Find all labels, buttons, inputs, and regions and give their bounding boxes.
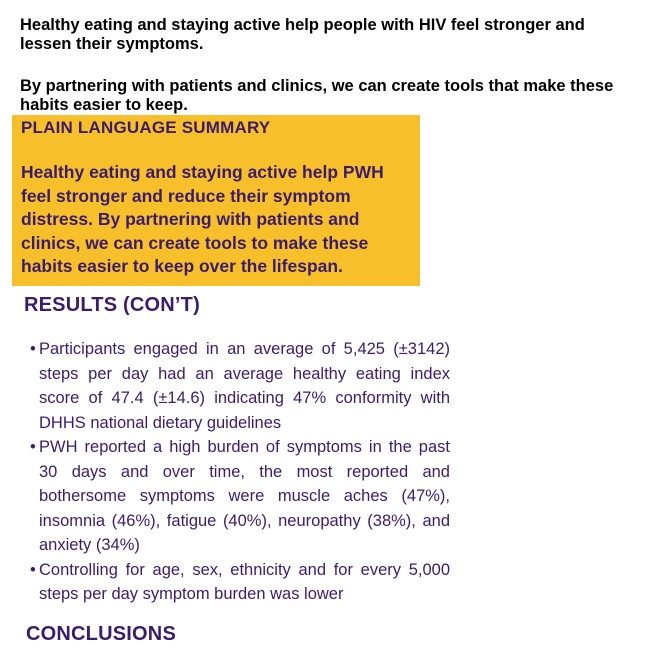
bullet-text: PWH reported a high burden of symptoms in the past 30 days and over time, the most reported and bothersome symptoms were muscle aches (47%), insomnia (46%), fatigue (40%), neuropathy (38%), and anxiety (34%) (39, 438, 450, 554)
bullet-text: Controlling for age, sex, ethnicity and for every 5,000 steps per day symptom burden was lower (39, 560, 450, 603)
bullet-icon: • (30, 438, 36, 456)
results-bullet-item (30, 337, 450, 435)
summary-title: PLAIN LANGUAGE SUMMARY (21, 118, 271, 137)
intro-statement-1: Healthy eating and staying active help people with HIV feel stronger and lessen their symptoms. (20, 16, 585, 53)
summary-body: Healthy eating and staying active help PWH feel stronger and reduce their symptom distress. By partnering with patients and clinics, we can create tools to make these habits easier to keep over the lifespan. (21, 162, 384, 276)
bullet-text: Participants engaged in an average of 5,425 (±3142) steps per day had an average healthy eating index score of 47.4 (±14.6) indicating 47% conformity with DHHS national dietary guidelines (39, 340, 450, 432)
results-bullet-list (30, 337, 450, 607)
results-heading: RESULTS (CON’T) (24, 294, 200, 316)
bullet-icon: • (30, 340, 36, 358)
intro-statement-2: By partnering with patients and clinics, we can create tools that make these habits easier to keep. (20, 77, 614, 114)
results-bullet-item (30, 435, 450, 558)
bullet-icon: • (30, 560, 36, 579)
conclusions-heading: CONCLUSIONS (26, 623, 176, 645)
plain-language-summary-box (12, 115, 420, 286)
results-bullet-item (30, 558, 450, 607)
